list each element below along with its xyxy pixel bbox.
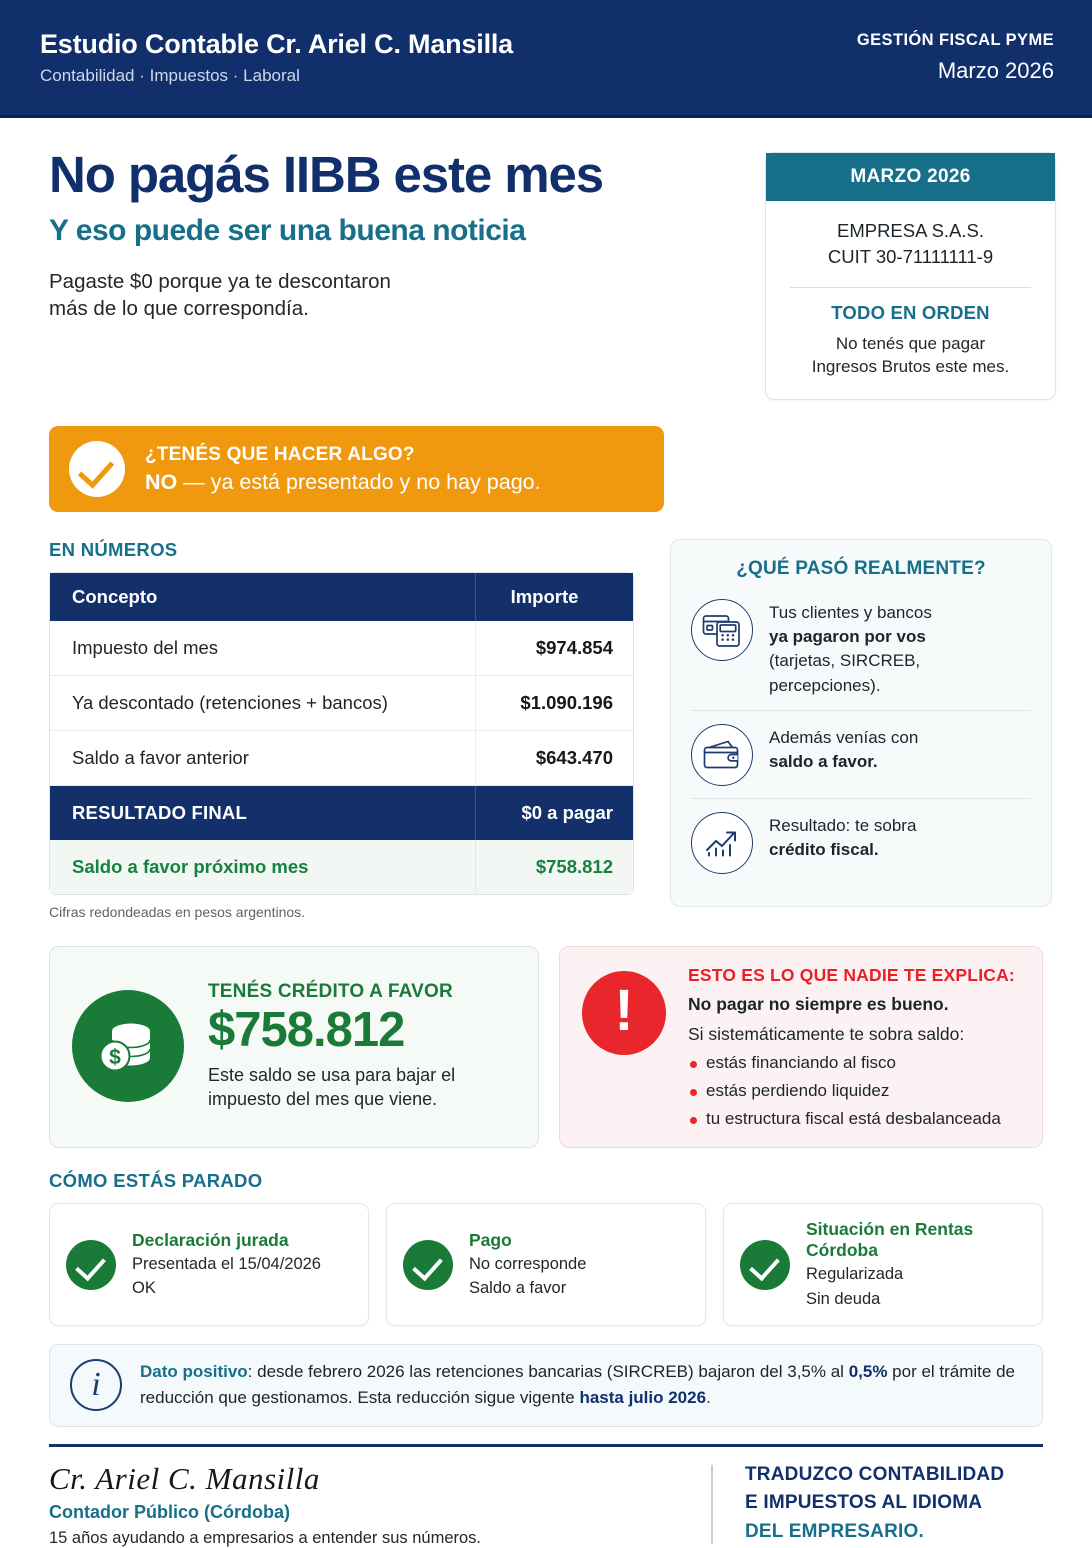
info-bar (49, 1344, 1043, 1427)
action-answer-strong: NO (145, 469, 178, 494)
check-circle-icon (403, 1240, 453, 1290)
warning-subtitle: No pagar no siempre es bueno. (688, 994, 949, 1015)
table-footnote: Cifras redondeadas en pesos argentinos. (49, 904, 306, 921)
credit-note-1: Este saldo se usa para bajar el (208, 1064, 456, 1085)
check-circle-icon (66, 1240, 116, 1290)
warning-lead: Si sistemáticamente te sobra saldo: (688, 1024, 965, 1045)
status-badge: TODO EN ORDEN (831, 301, 990, 323)
header-meta (857, 31, 1054, 84)
action-answer-rest: — ya está presentado y no hay pago. (177, 469, 541, 494)
info-highlight-a: 0,5% (848, 1362, 888, 1381)
pos-terminal-card-icon (691, 599, 753, 661)
hero-text (36, 148, 736, 400)
info-text-b: por el trámite de reducción que gestionamos. Esta reducción sigue vigente (140, 1362, 1015, 1408)
status-line-1: No corresponde (469, 1254, 587, 1273)
row-amount: $1.090.196 (475, 676, 633, 730)
wallet-icon (691, 724, 753, 786)
warning-bullet: tu estructura fiscal está desbalanceada (688, 1109, 1015, 1129)
what-happened-item (691, 595, 1031, 710)
table-header-row (50, 573, 633, 621)
tagline-line-1: TRADUZCO CONTABILIDAD (745, 1463, 1005, 1485)
month-card-note-1: No tenés que pagar (835, 333, 986, 353)
item-bold: saldo a favor. (769, 751, 878, 771)
info-label: Dato positivo (140, 1362, 248, 1381)
credit-card (49, 946, 539, 1148)
what-happened-item (691, 798, 1031, 886)
info-text-c: . (706, 1388, 711, 1408)
action-banner (49, 426, 664, 512)
tagline-line-2: E IMPUESTOS AL IDIOMA (745, 1492, 983, 1514)
status-card-rentas (723, 1203, 1043, 1326)
page-subtitle: Y eso puede ser una buena noticia (49, 214, 526, 248)
status-line-2: Sin deuda (806, 1289, 881, 1308)
signature: Cr. Ariel C. Mansilla (49, 1460, 320, 1496)
warning-title: ESTO ES LO QUE NADIE TE EXPLICA: (688, 965, 1015, 986)
status-title: Declaración jurada (132, 1229, 289, 1250)
info-bar-text (140, 1359, 1022, 1412)
page-title: No pagás IIBB este mes (49, 146, 604, 203)
credit-kicker: TENÉS CRÉDITO A FAVOR (208, 981, 453, 1003)
column-header-concept: Concepto (72, 586, 158, 608)
table-row (50, 676, 633, 731)
status-row (36, 1203, 1056, 1326)
item-line-1: Resultado: te sobra (769, 815, 917, 835)
hero-section (36, 118, 1056, 400)
exclamation-icon (582, 971, 666, 1055)
company-name: EMPRESA S.A.S. (836, 220, 985, 241)
brand-subtitle: Contabilidad · Impuestos · Laboral (40, 66, 300, 86)
header-month: Marzo 2026 (937, 58, 1054, 83)
what-happened-column (670, 539, 1052, 907)
hero-lede-line-1: Pagaste $0 porque ya te descontaron (49, 270, 391, 294)
item-line-3: (tarjetas, SIRCREB, (769, 651, 921, 671)
month-summary-card (765, 152, 1056, 400)
status-line-2: OK (132, 1279, 156, 1298)
row-concept: Impuesto del mes (72, 637, 219, 659)
status-line-2: Saldo a favor (469, 1279, 567, 1298)
item-line-4: percepciones). (769, 675, 881, 695)
numbers-column (36, 539, 634, 920)
check-circle-icon (69, 441, 125, 497)
table-row-total (50, 786, 633, 840)
page-header (0, 0, 1092, 118)
coin-stack-icon (72, 990, 184, 1102)
item-line-1: Además venías con (769, 727, 919, 747)
brand-name: Estudio Contable Cr. Ariel C. Mansilla (40, 28, 513, 59)
item-line-1: Tus clientes y bancos (769, 603, 932, 623)
header-kicker: GESTIÓN FISCAL PYME (856, 31, 1054, 49)
total-amount: $0 a pagar (475, 786, 633, 840)
row-amount: $643.470 (475, 731, 633, 785)
month-card-title: MARZO 2026 (766, 153, 1055, 201)
status-title: Pago (469, 1229, 512, 1250)
brand-block (40, 29, 513, 86)
credit-amount-big: $758.812 (208, 1003, 405, 1058)
hero-lede-line-2: más de lo que correspondía. (49, 297, 309, 321)
status-title: Situación en Rentas Córdoba (806, 1219, 974, 1261)
row-concept: Ya descontado (retenciones + bancos) (72, 692, 388, 714)
table-row (50, 621, 633, 676)
footer-tagline (713, 1461, 1043, 1547)
mid-section (36, 539, 1056, 920)
status-card-pago (386, 1203, 706, 1326)
item-bold: crédito fiscal. (769, 839, 879, 859)
check-circle-icon (740, 1240, 790, 1290)
row-concept: Saldo a favor anterior (72, 747, 249, 769)
month-card-note-2: Ingresos Brutos este mes. (811, 357, 1010, 377)
numbers-table (49, 572, 634, 895)
table-row-credit (50, 840, 633, 894)
warning-bullet: estás perdiendo liquidez (688, 1081, 1015, 1101)
column-header-amount: Importe (475, 573, 633, 621)
credit-amount: $758.812 (475, 840, 633, 894)
warning-bullet: estás financiando al fisco (688, 1053, 1015, 1073)
footer-experience: 15 años ayudando a empresarios a entender sus números. (49, 1529, 482, 1548)
what-happened-title: ¿QUÉ PASÓ REALMENTE? (736, 558, 986, 580)
svg-text:$: $ (109, 1046, 121, 1070)
warning-card (559, 946, 1043, 1148)
credit-warning-row (36, 946, 1056, 1148)
section-label-status: CÓMO ESTÁS PARADO (49, 1170, 263, 1192)
month-card-body (766, 201, 1055, 399)
page-footer (36, 1447, 1056, 1548)
status-card-declaracion (49, 1203, 369, 1326)
what-happened-item (691, 710, 1031, 798)
action-answer (145, 470, 541, 495)
item-bold: ya pagaron por vos (769, 627, 926, 647)
status-line-1: Presentada el 15/04/2026 (132, 1254, 321, 1273)
action-banner-text (145, 444, 541, 495)
what-happened-panel (670, 539, 1052, 907)
total-label: RESULTADO FINAL (72, 802, 247, 824)
table-row (50, 731, 633, 786)
hero-lede (49, 268, 736, 323)
info-text-a: : desde febrero 2026 las retenciones bancarias (SIRCREB) bajaron del 3,5% al (247, 1362, 849, 1381)
row-amount: $974.854 (475, 621, 633, 675)
growth-chart-icon (691, 812, 753, 874)
exclamation-glyph: ! (614, 978, 634, 1044)
footer-role: Contador Público (Córdoba) (49, 1502, 290, 1523)
company-cuit: CUIT 30-71111111-9 (827, 246, 994, 268)
credit-label: Saldo a favor próximo mes (72, 856, 309, 878)
credit-card-text (208, 981, 455, 1111)
info-icon: i (70, 1359, 122, 1411)
credit-note-2: impuesto del mes que viene. (208, 1088, 438, 1109)
status-line-1: Regularizada (806, 1265, 904, 1284)
section-label-numbers: EN NÚMEROS (49, 539, 178, 561)
footer-signature-block (49, 1461, 711, 1548)
info-highlight-b: hasta julio 2026 (579, 1388, 707, 1408)
action-question: ¿TENÉS QUE HACER ALGO? (145, 443, 415, 465)
tagline-line-3: DEL EMPRESARIO. (745, 1520, 924, 1542)
warning-text (688, 965, 1015, 1129)
divider (790, 287, 1031, 288)
